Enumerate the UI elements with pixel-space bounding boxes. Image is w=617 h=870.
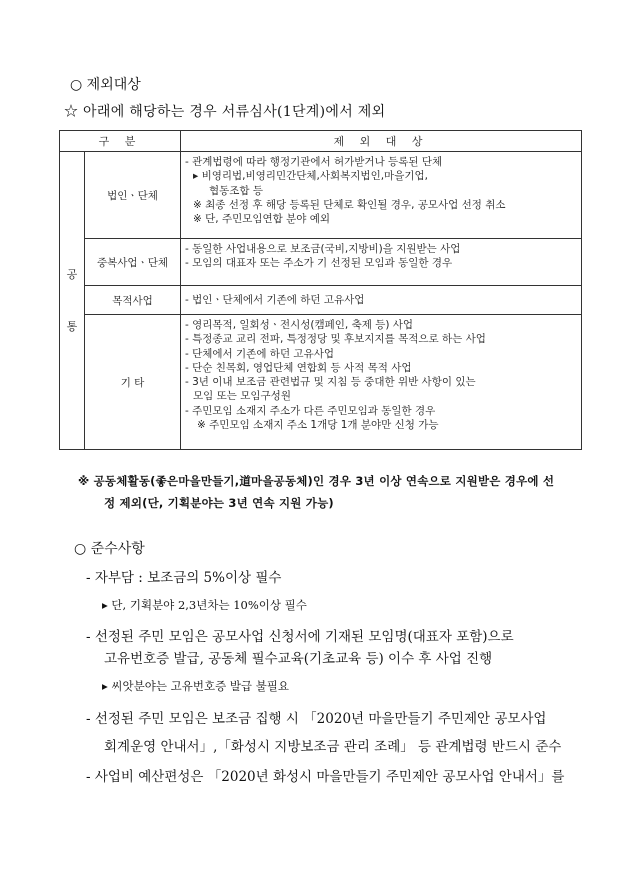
compliance-subitem: ▸ 단, 기획분야 2,3년차는 10%이상 필수 bbox=[102, 598, 307, 612]
row-label: 기 타 bbox=[85, 315, 181, 450]
compliance-heading: ○ 준수사항 bbox=[74, 541, 145, 557]
row-description: - 동일한 사업내용으로 보조금(국비,지방비)을 지원받는 사업 - 모임의 대표자 또는 주소가 기 선정된 모임과 동일한 경우 bbox=[181, 239, 582, 286]
row-label: 목적사업 bbox=[85, 286, 181, 315]
table-row bbox=[60, 286, 582, 315]
compliance-subitem: ▸ 씨앗분야는 고유번호증 발급 불필요 bbox=[102, 679, 290, 693]
row-description: - 관계법령에 따라 행정기관에서 허가받거나 등록된 단체 ▸ 비영리법,비영리민간단체,사회복지법인,마을기업, 협동조합 등 ※ 최종 선정 후 해당 등록된 단체로 확인될 경우, 공모사업 선정 취소 ※ 단, 주민모임연합 분야 예외 bbox=[181, 152, 582, 239]
category-cell bbox=[60, 152, 85, 450]
compliance-item-continued: 회계운영 안내서」,「화성시 지방보조금 관리 조례」 등 관계법령 반드시 준수 bbox=[104, 739, 562, 755]
row-description: - 법인ㆍ단체에서 기존에 하던 고유사업 bbox=[181, 286, 582, 315]
compliance-item: - 사업비 예산편성은 「2020년 화성시 마을만들기 주민제안 공모사업 안내서」를 bbox=[86, 769, 565, 785]
compliance-item: - 선정된 주민 모임은 공모사업 신청서에 기재된 모임명(대표자 포함)으로 bbox=[86, 629, 514, 645]
note-line-1: ※ 공동체활동(좋은마을만들기,道마을공동체)인 경우 3년 이상 연속으로 지원받은 경우에 선 bbox=[78, 474, 555, 488]
continuity-note bbox=[78, 470, 554, 514]
table-header-row bbox=[60, 131, 582, 152]
compliance-item: - 자부담 : 보조금의 5%이상 필수 bbox=[86, 570, 282, 586]
row-label: 법인ㆍ단체 bbox=[85, 152, 181, 239]
header-category: 구 분 bbox=[60, 131, 181, 152]
table-row bbox=[60, 152, 582, 239]
table-row bbox=[60, 239, 582, 286]
compliance-item-continued: 고유번호증 발급, 공동체 필수교육(기초교육 등) 이수 후 사업 진행 bbox=[104, 651, 493, 667]
row-description: - 영리목적, 일회성ㆍ전시성(캠페인, 축제 등) 사업 - 특정종교 교리 전파, 특정정당 및 후보지지를 목적으로 하는 사업 - 단체에서 기존에 하던 고유사업 - 단순 친목회, 영업단체 연합회 등 사적 목적 사업 - 3년 이내 보조금 관련법규 및 지침 등 중대한 위반 사항이 있는 모임 또는 모임구성원 - 주민모임 소재지 주소가 다른 주민모임과 동일한 경우 ※ 주민모임 소재지 주소 1개당 1개 분야만 신청 가능 bbox=[181, 315, 582, 450]
exclusion-subheading: ☆ 아래에 해당하는 경우 서류심사(1단계)에서 제외 bbox=[64, 104, 386, 120]
exclusion-table bbox=[59, 130, 582, 450]
note-line-2: 정 제외(단, 기획분야는 3년 연속 지원 가능) bbox=[104, 496, 334, 510]
header-target: 제 외 대 상 bbox=[181, 131, 582, 152]
row-label: 중복사업ㆍ단체 bbox=[85, 239, 181, 286]
category-label: 공 통 bbox=[66, 267, 78, 333]
compliance-item: - 선정된 주민 모임은 보조금 집행 시 「2020년 마을만들기 주민제안 공모사업 bbox=[86, 711, 547, 727]
exclusion-heading: ○ 제외대상 bbox=[70, 77, 141, 93]
table-row bbox=[60, 315, 582, 450]
